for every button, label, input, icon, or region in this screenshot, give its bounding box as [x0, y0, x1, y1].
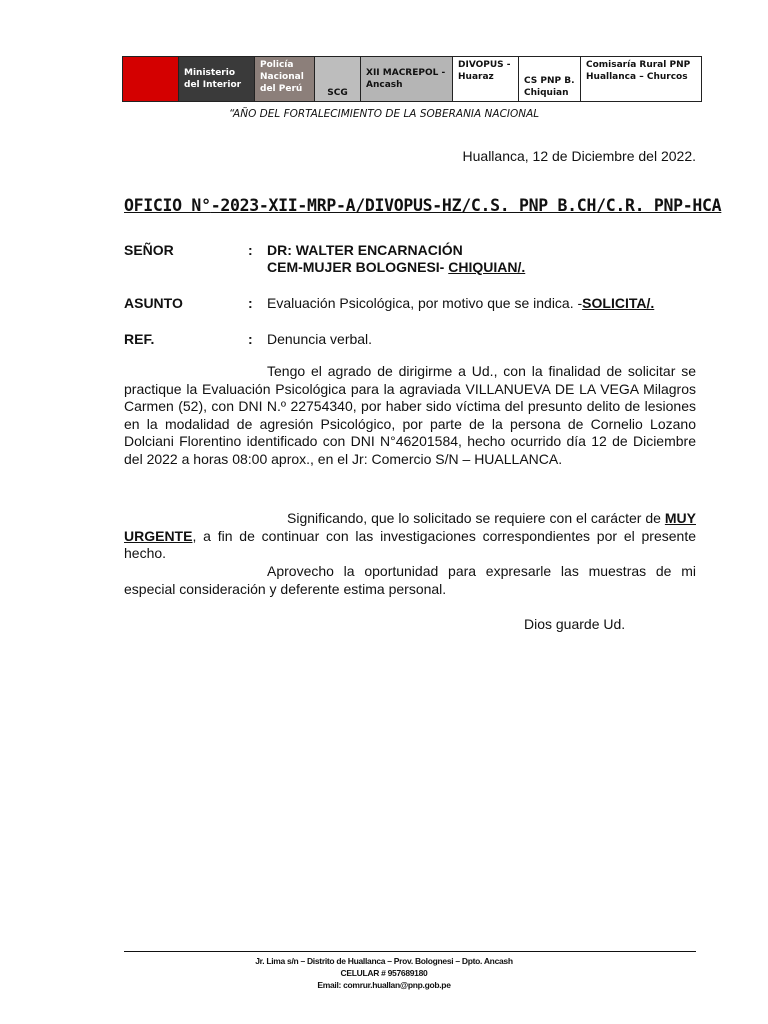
ref-value: Denuncia verbal. [267, 331, 373, 347]
oficio-heading [124, 196, 722, 215]
footer-divider [124, 951, 696, 952]
macrepol-cell [361, 57, 453, 101]
ministerio-label: Ministerio del Interior [184, 68, 242, 90]
divopus-cell [453, 57, 519, 101]
recipient-place: CHIQUIAN/. [448, 259, 526, 275]
cs-cell [519, 57, 581, 101]
oficio-label: OFICIO N° [124, 196, 211, 215]
footer [0, 955, 768, 991]
recipient-org: CEM-MUJER BOLOGNESI- [267, 259, 449, 275]
asunto-solicita: SOLICITA/. [582, 295, 655, 311]
senor-recipient [267, 242, 525, 276]
muy-urgente: MUY URGENTE [124, 510, 696, 544]
footer-phone: CELULAR # 957689180 [340, 968, 428, 978]
paragraph-2-text-b: , a fin de continuar con las investigaciones correspondientes por el presente hecho. [124, 527, 696, 561]
senor-colon: : [248, 242, 253, 258]
macrepol-label: XII MACREPOL - Ancash [366, 68, 446, 90]
asunto-colon: : [248, 295, 253, 311]
oficio-number: -2023-XII-MRP-A/DIVOPUS-HZ/C.S. PNP B.CH/C.R. PNP-HCA [210, 196, 722, 215]
comisaria-cell [581, 57, 701, 101]
paragraph-2-text-a: Significando, que lo solicitado se requiere con el carácter de [287, 510, 661, 526]
asunto-value [267, 295, 654, 312]
letter-date: Huallanca, 12 de Diciembre del 2022. [462, 148, 696, 164]
closing-salutation: Dios guarde Ud. [524, 616, 626, 632]
recipient-name: DR: WALTER ENCARNACIÓN [267, 242, 463, 258]
ministerio-cell [179, 57, 255, 101]
senor-row [124, 242, 704, 282]
body-paragraph-1 [124, 363, 696, 468]
senor-label: SEÑOR [124, 242, 174, 258]
asunto-text: Evaluación Psicológica, por motivo que se indica. - [267, 295, 583, 311]
asunto-row [124, 295, 704, 315]
year-motto: “AÑO DEL FORTALECIMIENTO DE LA SOBERANIA NACIONAL [228, 108, 540, 120]
policia-label: Policía Nacional del Perú [260, 60, 304, 94]
policia-cell [255, 57, 315, 101]
paragraph-1-text: Tengo el agrado de dirigirme a Ud., con la finalidad de solicitar se practique la Evaluación Psicológica para la agraviada VILLANUEVA DE LA VEGA Milagros Carmen (52), con DNI N.º 22754340, por haber sido víctima del presunto delito de lesiones en la modalidad de agresión Psicológico, por parte de la persona de Cornelio Lozano Dolciani Florentino identificado con DNI N°46201584, hecho ocurrido día 12 de Diciembre del 2022 a horas 08:00 aprox., en el Jr: Comercio S/N – HUALLANCA. [124, 363, 696, 467]
ref-label: REF. [124, 331, 155, 347]
body-paragraph-3 [124, 563, 696, 598]
paragraph-3-text: Aprovecho la oportunidad para expresarle las muestras de mi especial consideración y deferente estima personal. [124, 563, 696, 597]
footer-address: Jr. Lima s/n – Distrito de Huallanca – Prov. Bolognesi – Dpto. Ancash [255, 956, 513, 966]
ref-colon: : [248, 331, 253, 347]
scg-cell [315, 57, 361, 101]
comisaria-label: Comisaría Rural PNP Huallanca – Churcos [586, 60, 691, 82]
asunto-label: ASUNTO [124, 295, 183, 311]
scg-label: SCG [327, 88, 348, 98]
footer-email: Email: comrur.huallan@pnp.gob.pe [317, 980, 451, 990]
flag-block [123, 57, 179, 101]
ref-row [124, 331, 704, 351]
letterhead-bar [122, 56, 702, 102]
body-paragraph-2 [124, 510, 696, 563]
cs-label: CS PNP B. Chiquian [524, 76, 575, 98]
divopus-label: DIVOPUS - Huaraz [458, 60, 511, 82]
